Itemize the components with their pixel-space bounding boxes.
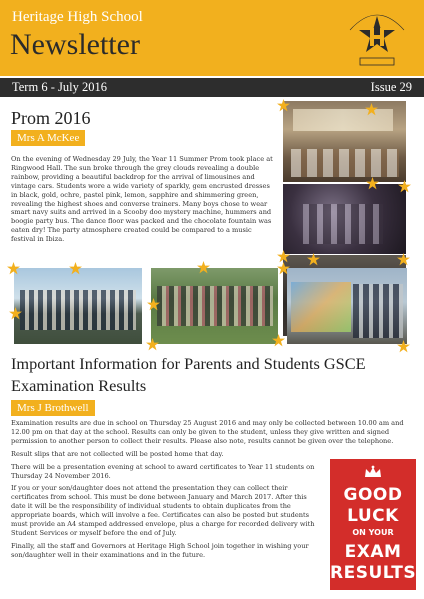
star-icon [272, 334, 285, 347]
poster-line: ON YOUR [352, 528, 394, 537]
poster-line: LUCK [347, 506, 399, 526]
crown-icon [364, 465, 382, 479]
star-icon [7, 262, 20, 275]
info-paragraph: There will be a presentation evening at school to award certificates to Year 11 students on Thursday 24 November 2016. [11, 462, 315, 480]
star-icon [69, 262, 82, 275]
prom-author: Mrs A McKee [11, 130, 85, 146]
info-paragraph: Examination results are due in school on Thursday 25 August 2016 and may only be collected between 10.00 am and 12.00 pm on that day at the school. Results can only be given to the student, unless they give written and signed permission to another person to collect their results. Please also note, results cannot be given over the telephone. [11, 419, 404, 445]
newsletter-title: Newsletter [10, 28, 140, 61]
poster-line: EXAM [344, 542, 402, 562]
term-label: Term 6 - July 2016 [12, 80, 107, 94]
star-icon [9, 307, 22, 320]
prom-heading: Prom 2016 [11, 108, 91, 128]
poster-line: RESULTS [330, 563, 417, 583]
star-icon [146, 338, 159, 351]
info-heading: Important Information for Parents and Students GSCE Examination Results [11, 354, 366, 395]
star-icon [277, 99, 290, 112]
issue-number: Issue 29 [370, 80, 412, 94]
school-crest-logo [338, 6, 416, 72]
school-name: Heritage High School [12, 9, 143, 25]
good-luck-poster [330, 459, 416, 590]
info-paragraph: Result slips that are not collected will be posted home that day. [11, 449, 224, 458]
photo-group-bus [14, 268, 142, 344]
photo-garden-group [151, 268, 278, 344]
star-icon [307, 253, 320, 266]
photo-ballroom [283, 101, 406, 182]
photo-dance-floor [283, 184, 406, 254]
prom-article: On the evening of Wednesday 29 July, the Year 11 Summer Prom took place at Ringwood Hall. The sun broke through the grey clouds revealing a double rainbow, providing a beautiful backdrop for the arrival of limousines and vintage cars. Students wore a wide variety of sparkly, gem encrusted dresses in black, gold, ochre, pastel pink, lemon, sapphire and shimmering green, revealing the highest shoes and converse trainers. Many boys chose to wear smart navy suits and arrived in a Scooby doo mystery machine, hummers and boogie party bus. The dance floor was packed and the chocolate fountain was eaten dry! The party atmosphere created could be compared to a music festival in Ibiza. [11, 155, 273, 244]
info-author: Mrs J Brothwell [11, 400, 95, 416]
star-icon [397, 253, 410, 266]
star-icon [397, 340, 410, 353]
info-paragraph: If you or your son/daughter does not attend the presentation they can collect their certificates from school. This must be done between January and March 2017. After this date it will be the responsibility of individual students to obtain duplicates from the appropriate boards, which will involve a fee. Certificates can also be posted but students must provide an A4 stamped addressed envelope, plus a charge for recorded delivery with Student Services or myself before the end of July. [11, 484, 315, 537]
star-icon [366, 177, 379, 190]
star-icon [277, 262, 290, 275]
star-icon [197, 261, 210, 274]
star-icon [147, 298, 160, 311]
star-icon [365, 103, 378, 116]
star-icon [398, 180, 411, 193]
photo-party-bus [287, 268, 407, 344]
poster-line: GOOD [343, 485, 403, 505]
info-paragraph: Finally, all the staff and Governors at Heritage High School join together in wishing your son/daughter well in their examinations and in the future. [11, 541, 309, 559]
